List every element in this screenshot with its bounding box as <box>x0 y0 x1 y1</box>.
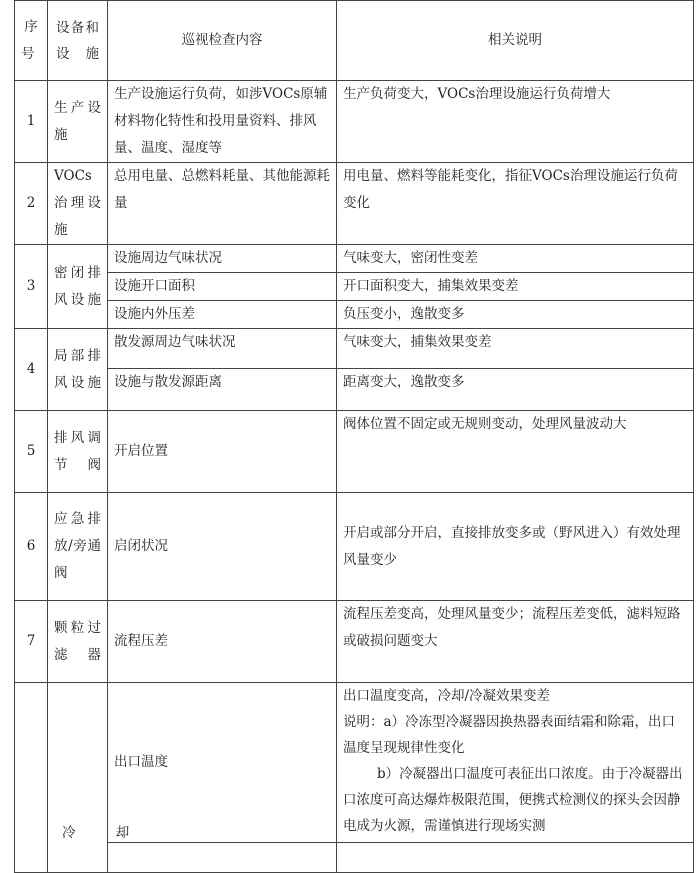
row-desc <box>337 683 694 843</box>
table-row <box>15 163 694 245</box>
row-no: 5 <box>15 411 48 493</box>
row-no: 2 <box>15 163 48 245</box>
row-item: 启闭状况 <box>108 493 337 601</box>
table-row <box>15 329 694 369</box>
row-item: 生产设施运行负荷，如涉VOCs原辅材料物化特性和投用量资料、排风量、温度、湿度等 <box>108 81 337 163</box>
row-desc: 气味变大，捕集效果变差 <box>337 329 694 369</box>
row-no <box>15 683 48 873</box>
cut-facility-text: 冷 却 <box>62 825 148 841</box>
inspection-table <box>14 0 694 873</box>
row-desc: 开口面积变大，捕集效果变差 <box>337 273 694 301</box>
row-desc: 负压变小，逸散变多 <box>337 301 694 329</box>
desc-line: 说明：a）冷冻型冷凝器因换热器表面结霜和除霜，出口温度呈现规律性变化 <box>343 714 676 756</box>
header-facility-text: 设备和设施 <box>56 19 99 62</box>
table-row <box>15 601 694 683</box>
row-facility: VOCs治理设施 <box>48 163 108 245</box>
row-item: 开启位置 <box>108 411 337 493</box>
row-desc: 阀体位置不固定或无规则变动，处理风量波动大 <box>337 411 694 493</box>
row-facility: 密闭排风设施 <box>48 245 108 329</box>
table-row <box>15 369 694 411</box>
header-facility <box>48 1 108 81</box>
row-desc: 流程压差变高，处理风量变少；流程压差变低，滤料短路或破损问题变大 <box>337 601 694 683</box>
row-no: 4 <box>15 329 48 411</box>
row-facility: 排风调节阀 <box>48 411 108 493</box>
row-desc: 距离变大，逸散变多 <box>337 369 694 411</box>
row-desc-empty <box>337 843 694 873</box>
table-row <box>15 273 694 301</box>
table-row <box>15 81 694 163</box>
row-item: 流程压差 <box>108 601 337 683</box>
row-facility: 颗粒过滤器 <box>48 601 108 683</box>
header-content: 巡视检查内容 <box>108 1 337 81</box>
row-item: 设施开口面积 <box>108 273 337 301</box>
row-no: 7 <box>15 601 48 683</box>
row-facility: 应急排放/旁通阀 <box>48 493 108 601</box>
header-no-text: 序号 <box>21 18 38 62</box>
header-no <box>15 1 48 81</box>
row-item: 总用电量、总燃料耗量、其他能源耗量 <box>108 163 337 245</box>
header-desc: 相关说明 <box>337 1 694 81</box>
row-item: 散发源周边气味状况 <box>108 329 337 369</box>
row-item: 设施周边气味状况 <box>108 245 337 273</box>
row-no: 3 <box>15 245 48 329</box>
table-row <box>15 493 694 601</box>
header-row <box>15 1 694 81</box>
cut-facility-fragment <box>62 826 147 840</box>
row-item-empty <box>108 843 337 873</box>
row-no: 6 <box>15 493 48 601</box>
table-row <box>15 411 694 493</box>
row-desc: 开启或部分开启，直接排放变多或（野风进入）有效处理风量变少 <box>337 493 694 601</box>
table-row <box>15 683 694 843</box>
row-no: 1 <box>15 81 48 163</box>
row-facility: 局部排风设施 <box>48 329 108 411</box>
desc-line: b）冷凝器出口温度可表征出口浓度。由于冷凝器出口浓度可高达爆炸极限范围，便携式检测仪的探头会因静电成为火源，需谨慎进行现场实测 <box>343 766 683 834</box>
row-desc: 用电量、燃料等能耗变化，指征VOCs治理设施运行负荷变化 <box>337 163 694 245</box>
table-row <box>15 843 694 873</box>
table-row <box>15 245 694 273</box>
row-desc: 生产负荷变大，VOCs治理设施运行负荷增大 <box>337 81 694 163</box>
desc-line: 出口温度变高，冷却/冷凝效果变差 <box>343 688 551 704</box>
table-row <box>15 301 694 329</box>
row-facility: 生产设施 <box>48 81 108 163</box>
row-item: 设施与散发源距离 <box>108 369 337 411</box>
row-facility <box>48 683 108 873</box>
row-item: 出口温度 <box>108 683 337 843</box>
row-item: 设施内外压差 <box>108 301 337 329</box>
row-desc: 气味变大，密闭性变差 <box>337 245 694 273</box>
